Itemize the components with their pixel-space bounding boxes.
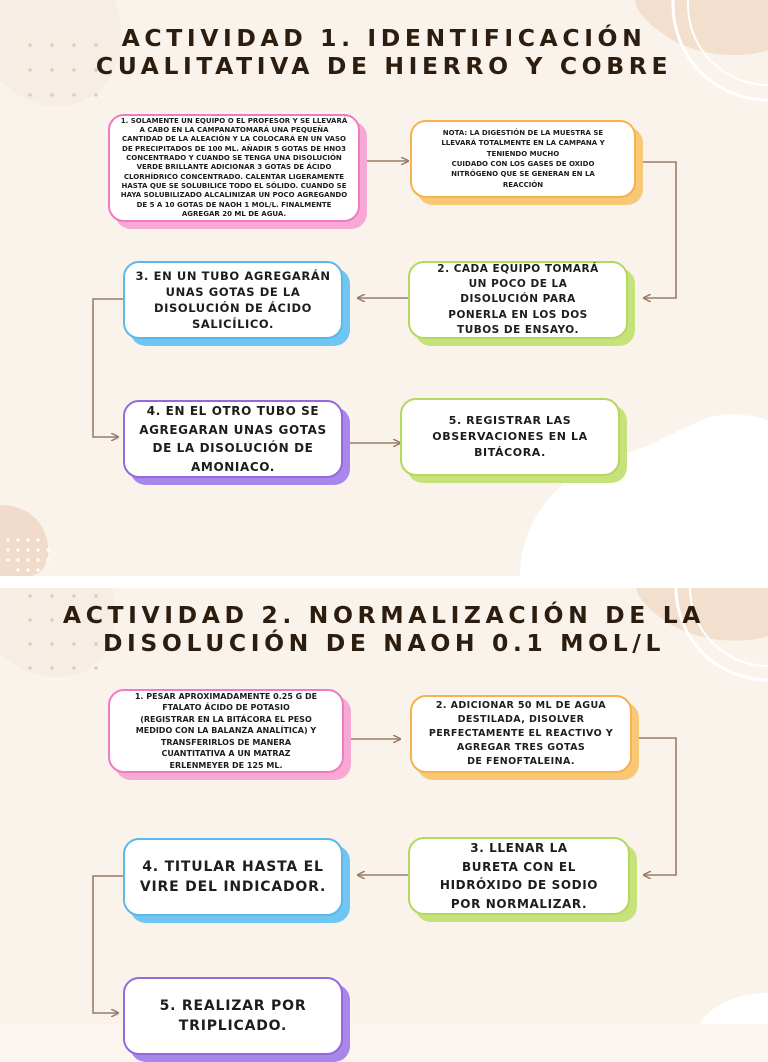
a2-step-3-card <box>408 837 630 915</box>
arrow-a2-step4-to-step5 <box>93 876 123 1013</box>
flow-arrows-2 <box>0 588 768 1024</box>
a2-step-5-text: 5. REALIZAR POR TRIPLICADO. <box>159 998 307 1034</box>
a2-step-1-card <box>108 689 344 773</box>
a1-step-4-card <box>123 400 343 478</box>
a2-step-1-text: 1. PESAR APROXIMADAMENTE 0.25 G DE FTALATO ÁCIDO DE POTASIO (REGISTRAR EN LA BITÁCORA EL PESO MEDIDO CON LA BALANZA ANALÍTICA) Y TRANSFERIRLOS DE MANERA CUANTITATIVA A UN MATRAZ ERLENMEYER DE 125 ML. <box>134 691 318 770</box>
arrow-a2-step2-to-step3 <box>636 738 676 875</box>
a2-step-4-card <box>123 838 343 916</box>
activity-1-title: ACTIVIDAD 1. IDENTIFICACIÓN CUALITATIVA DE HIERRO Y COBRE <box>95 24 673 80</box>
panel-divider <box>0 576 768 588</box>
a2-step-3-text: 3. LLENAR LA BURETA CON EL HIDRÓXIDO DE SODIO POR NORMALIZAR. <box>439 841 599 911</box>
arrow-step3-to-step4 <box>93 299 123 437</box>
a1-step-3-card <box>123 261 343 339</box>
a2-step-2-text: 2. ADICIONAR 50 ML DE AGUA DESTILADA, DISOLVER PERFECTAMENTE EL REACTIVO Y AGREGAR TRES GOTAS DE FENOFTALEINA. <box>428 699 614 768</box>
a1-step-4-text: 4. EN EL OTRO TUBO SE AGREGARAN UNAS GOTAS DE LA DISOLUCIÓN DE AMONIACO. <box>139 404 327 474</box>
a1-nota-text: NOTA: LA DIGESTIÓN DE LA MUESTRA SE LLEVARÁ TOTALMENTE EN LA CAMPANA Y TENIENDO MUCHO CUIDADO CON LOS GASES DE OXIDO NITRÓGENO QUE SE GENERAN EN LA REACCIÓN <box>441 129 605 189</box>
a1-step-5-text: 5. REGISTRAR LAS OBSERVACIONES EN LA BITÁCORA. <box>432 414 588 459</box>
a1-step-3-text: 3. EN UN TUBO AGREGARÁN UNAS GOTAS DE LA DISOLUCIÓN DE ÁCIDO SALICÍLICO. <box>135 269 331 331</box>
activity-2-title: ACTIVIDAD 2. NORMALIZACIÓN DE LA DISOLUCIÓN DE NAOH 0.1 MOL/L <box>62 601 706 657</box>
actividad-2-panel <box>0 588 768 1034</box>
a1-step-1-text: 1. SOLAMENTE UN EQUIPO O EL PROFESOR Y SE LLEVARÁ A CABO EN LA CAMPANATOMARÁ UNA PEQUEÑA CANTIDAD DE LA ALEACIÓN Y LA COLOCARÁ EN UN VASO DE PRECIPITADOS DE 100 ML. AÑADIR 5 GOTAS DE HNO3 CONCENTRADO Y CUANDO SE TENGA UNA DISOLUCIÓN VERDE BRILLANTE ADICIONAR 3 GOTAS DE ÁCIDO CLORHÍDRICO CONCENTRADO. CALENTAR LIGERAMENTE HASTA QUE SE SOLUBILICE TODO EL SÓLIDO. CUANDO SE HAYA SOLUBILIZADO ALCALINIZAR UN POCO AGREGANDO DE 5 A 10 GOTAS DE NAOH 1 MOL/L. FINALMENTE AGREGAR 20 ML DE AGUA. <box>120 116 348 218</box>
a1-step-1-card <box>108 114 360 222</box>
a1-step-5-card <box>400 398 620 476</box>
a1-nota-card <box>410 120 636 198</box>
a1-step-2-card <box>408 261 628 339</box>
a2-step-5-card <box>123 977 343 1055</box>
a2-step-4-text: 4. TITULAR HASTA EL VIRE DEL INDICADOR. <box>139 859 327 895</box>
a2-step-2-card <box>410 695 632 773</box>
a1-step-2-text: 2. CADA EQUIPO TOMARÁ UN POCO DE LA DISOLUCIÓN PARA PONERLA EN LOS DOS TUBOS DE ENSAYO. <box>437 262 599 336</box>
